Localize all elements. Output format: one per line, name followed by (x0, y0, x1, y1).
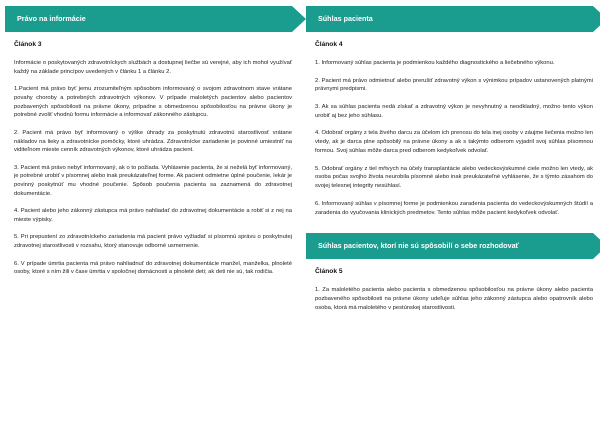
right-column (306, 0, 593, 322)
left-column (5, 0, 292, 286)
right-content-2 (306, 259, 593, 312)
article-3-point-1: 1.Pacient má právo byť jemu zrozumiteľným spôsobom informovaný o svojom zdravotnom stave vrátane povahy choroby a potrebných zdravotných výkonov. V prípade maloletých pacientov alebo pacientov pozbavených spôsobilosti na právne úkony, prípadne s obmedzenou spôsobilosťou na právne úkony je potrebné zvoliť vhodnú formu informácie a informovať zákonného zástupcu. (14, 86, 292, 119)
right-content (306, 32, 593, 217)
article-4-point-1: 1. Informovaný súhlas pacienta je podmienkou každého diagnostického a liečebného výkonu. (315, 60, 555, 66)
section-banner-consent: Súhlas pacienta (306, 6, 593, 32)
article-3-heading: Článok 3 (14, 41, 42, 48)
article-3-point-2: 2. Pacient má právo byť informovaný o výške úhrady za poskytnutú zdravotnú starostlivosť vrátane nákladov na lieky a zdravotnícke pomôcky, ktoré uhrádza. Zdravotnícke zariadenie je povinné umiestniť na viditeľnom mieste cenník zdravotných výkonov, ktoré uhrádza pacient. (14, 129, 292, 154)
article-3-point-6: 6. V prípade úmrtia pacienta má právo nahliadnuť do zdravotnej dokumentácie manžel, manželka, plnoleté osoby, ktoré s ním žili v čase úmrtia v spoločnej domácnosti a plnoleté deti; ak deti nie sú, tak rodičia. (14, 260, 292, 276)
article-4-point-5: 5. Odobrať orgány z tiel mŕtvych na účely transplantácie alebo vedeckovýskumné ciele možno len vtedy, ak osoba počas svojho života neurobila písomné alebo inak preukázateľné vyhlásenie, že s týmto zásahom do svojej telesnej integrity nesúhlasí. (315, 165, 593, 190)
left-content (5, 32, 292, 277)
section-banner-information: Právo na informácie (5, 6, 292, 32)
article-4-point-4: 4. Odobrať orgány z tela živého darcu za účelom ich prenosu do tela inej osoby v záujme liečenia možno len vtedy, ak je darca plne spôsobilý na právne úkony a ak s takýmto odberom vyjadril svoj súhlas písomnou formou. Svoj súhlas môže darca pred odberom kedykoľvek odvolať. (315, 130, 594, 154)
article-3-intro: Informácie o poskytovaných zdravotníckych službách a dostupnej liečbe sú verejné, aby ich mohol využívať každý na základe princípov uvedených v článku 1 a článku 2. (14, 60, 292, 75)
section-banner-incapacitated-consent: Súhlas pacientov, ktorí nie sú spôsobilí o sebe rozhodovať (306, 233, 593, 259)
article-4-point-3: 3. Ak sa súhlas pacienta nedá získať a zdravotný výkon je nevyhnutný a neodkladný, možno tento výkon urobiť aj bez jeho súhlasu. (315, 103, 593, 119)
article-3-point-4: 4. Pacient alebo jeho zákonný zástupca má právo nahliadať do zdravotnej dokumentácie a robiť si z nej na mieste výpisky. (14, 208, 292, 224)
article-5-heading: Článok 5 (315, 268, 343, 276)
article-4-heading: Článok 4 (315, 41, 343, 48)
article-4-point-2: 2. Pacient má právo odmietnuť alebo prerušiť zdravotný výkon s výnimkou prípadov ustanovených platnými právnymi predpismi. (315, 77, 593, 93)
article-3-point-3: 3. Pacient má právo nebyť informovaný, ak o to požiada. Vyhlásenie pacienta, že si neželá byť informovaný, je potrebné urobiť v písomnej alebo inak preukázateľnej forme. Ak pacient odmietne úplné poučenie, lekár je povinný poskytnúť mu vhodné poučenie. Spôsob poučenia pacienta sa zaznamená do zdravotnej dokumentácie. (14, 164, 292, 198)
article-5-point-1: 1. Za maloletého pacienta alebo pacienta s obmedzenou spôsobilosťou na právne úkony alebo pacienta pozbaveného spôsobilosti na právne úkony udeľuje súhlas jeho zákonný zástupca alebo opatrovník alebo osoba, ktorá má maloletého v pestúnskej starostlivosti. (315, 287, 593, 311)
article-3-point-5: 5. Pri prepustení zo zdravotníckeho zariadenia má pacient právo vyžiadať si písomnú správu o poskytnutej zdravotnej starostlivosti v rozsahu, ktorý stanovuje odborné usmernenie. (14, 234, 292, 250)
article-4-point-6: 6. Informovaný súhlas v písomnej forme je podmienkou zaradenia pacienta do vedeckovýskumných štúdií a zaradenia do vyučovania klinických predmetov. Tento súhlas môže pacient kedykoľvek odvolať. (315, 200, 593, 216)
